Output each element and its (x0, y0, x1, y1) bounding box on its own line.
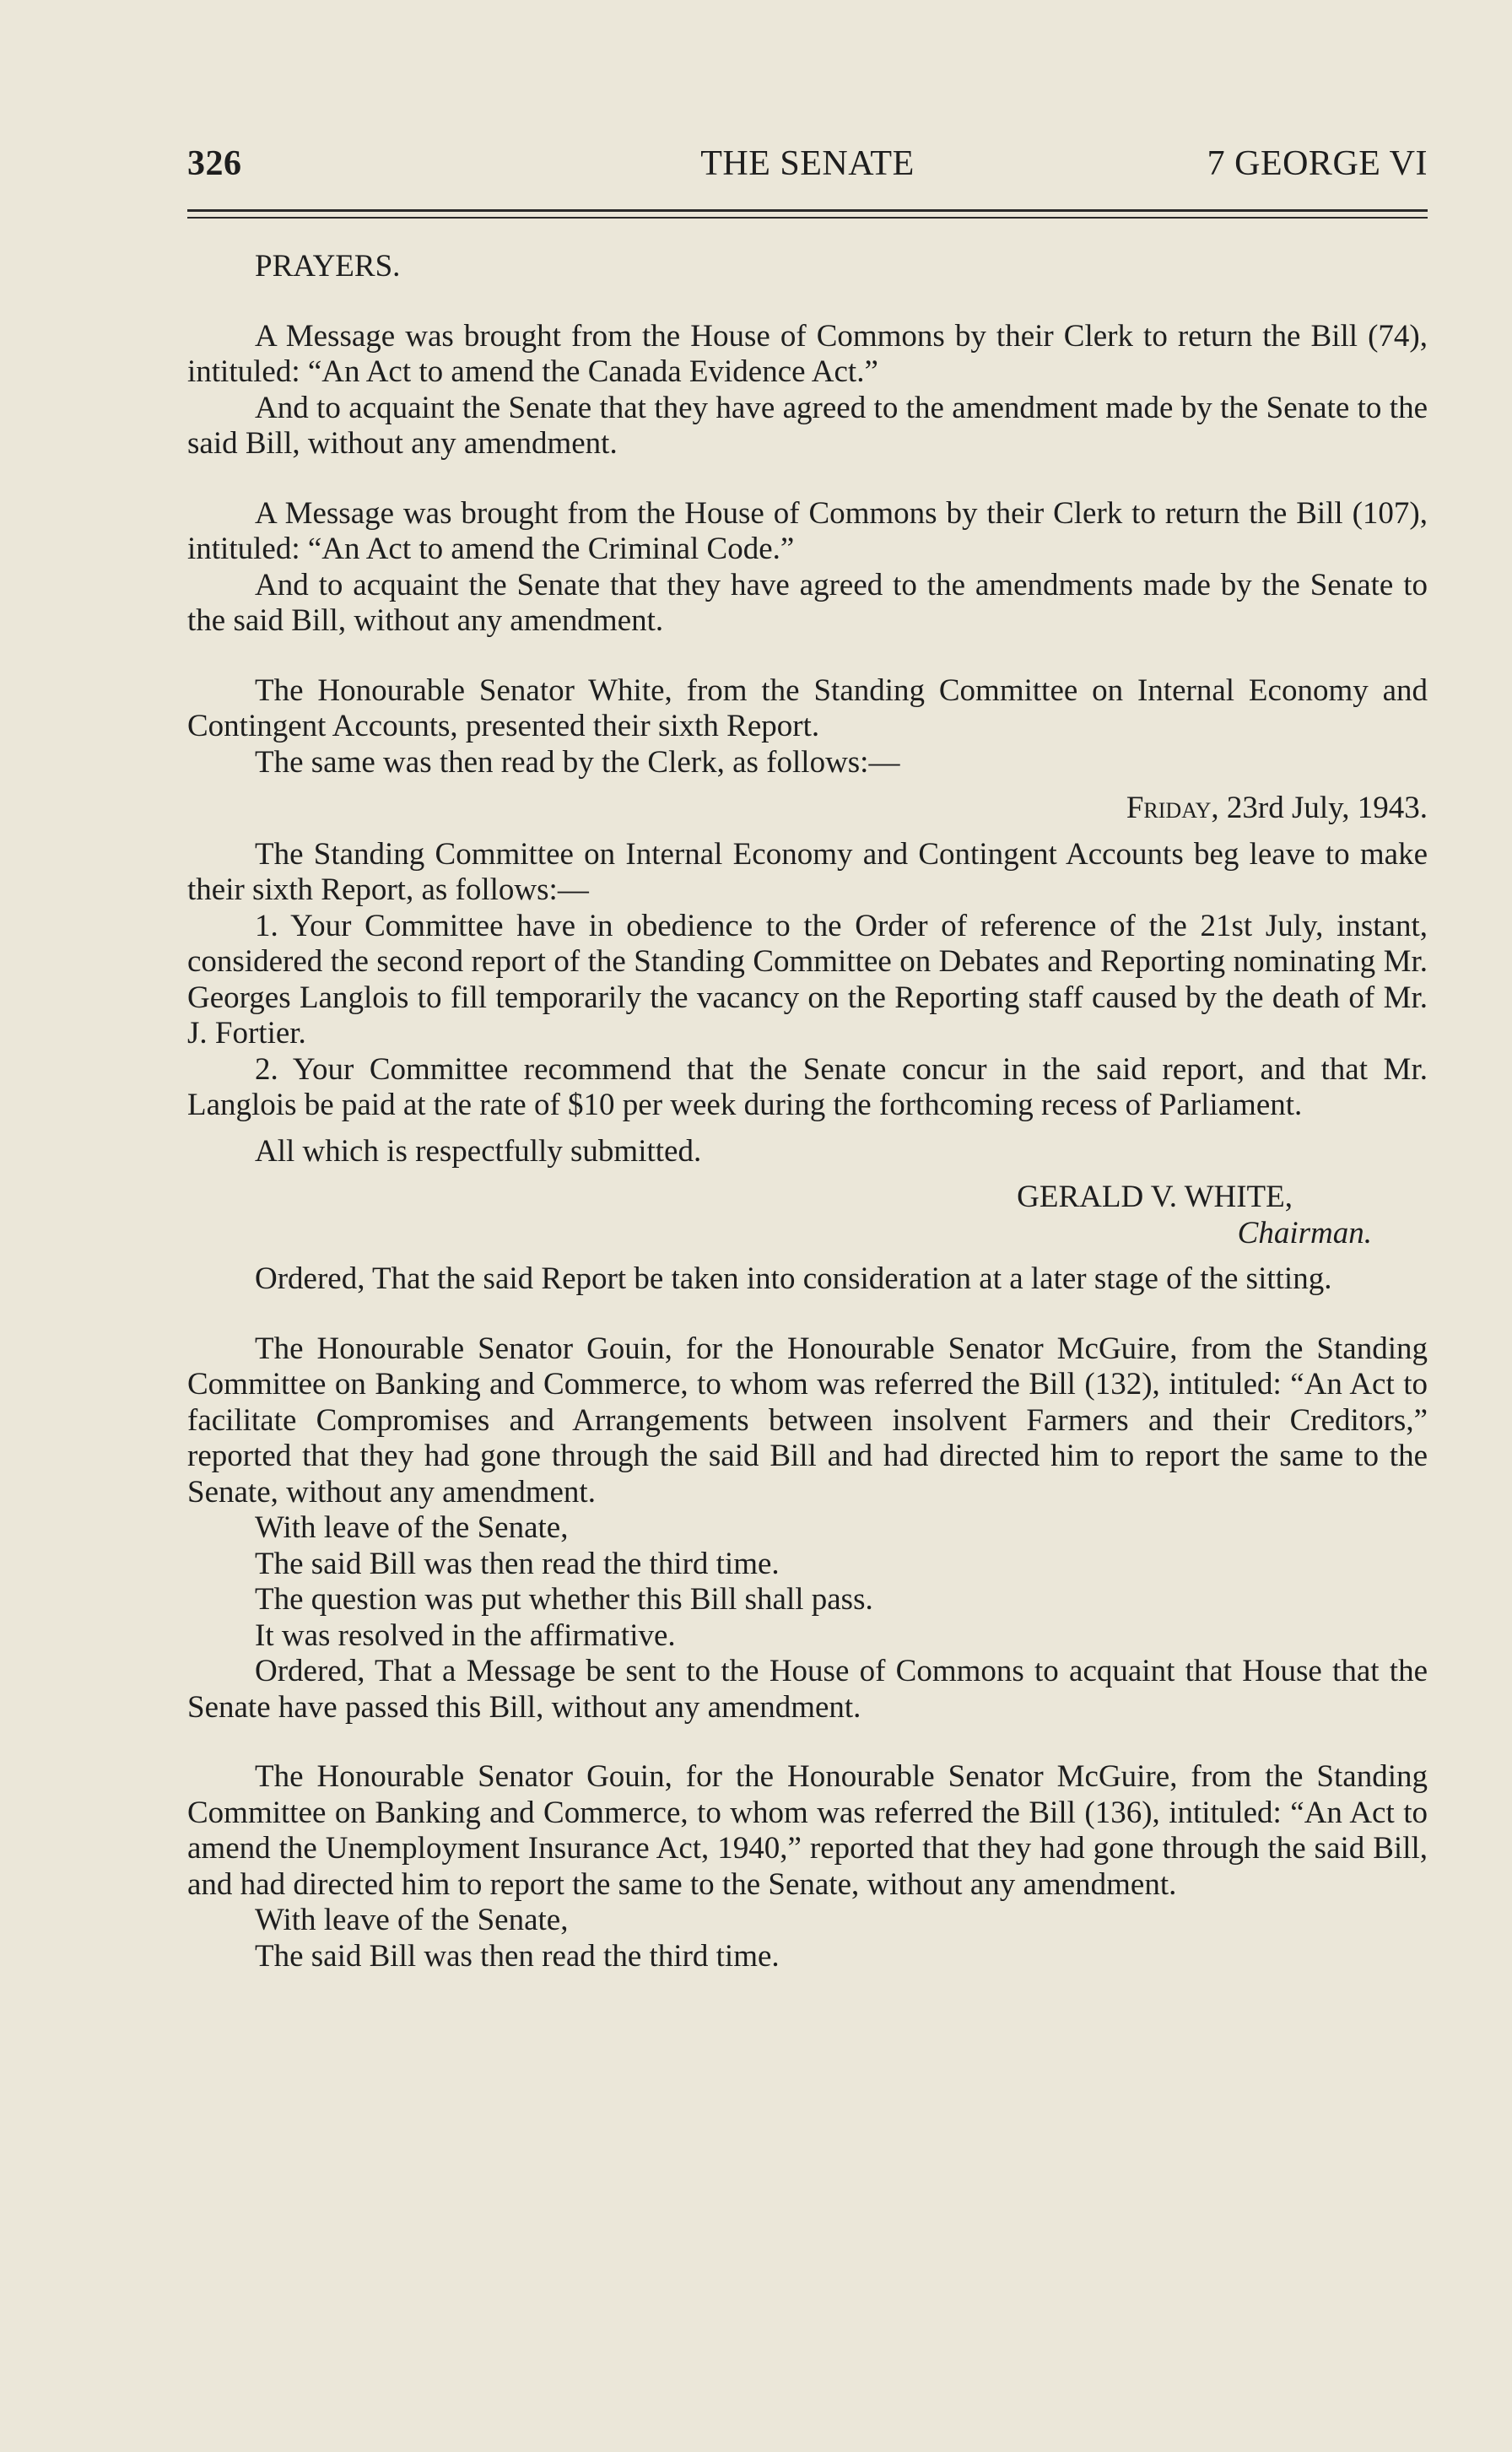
bill-132-third-reading: The said Bill was then read the third time. (255, 1546, 780, 1581)
page-body (187, 249, 1428, 1974)
page-number: 326 (187, 144, 242, 183)
bill-132-leave: With leave of the Senate, (255, 1510, 569, 1545)
report-intro: The Honourable Senator White, from the Standing Committee on Internal Economy and Contingent Accounts, presented their sixth Report. (187, 672, 1428, 743)
message-1-paragraph: A Message was brought from the House of Commons by their Clerk to return the Bill (74), intituled: “An Act to amend the Canada Evidence Act.” (187, 318, 1428, 389)
report-ordered: Ordered, That the said Report be taken into consideration at a later stage of the sitting. (255, 1261, 1332, 1296)
regnal-year: 7 GEORGE VI (1207, 144, 1428, 183)
bill-132-resolved: It was resolved in the affirmative. (255, 1618, 676, 1653)
report-item-1: 1. Your Committee have in obedience to the Order of reference of the 21st July, instant, considered the second report of the Standing Committee on Debates and Reporting nominating Mr. Georges Langlois to fill temporarily the vacancy on the Reporting staff caused by the death of Mr. J. Fortier. (187, 908, 1428, 1050)
header-double-rule (187, 209, 1428, 219)
report-closing: All which is respectfully submitted. (255, 1133, 702, 1169)
report-date-rest: , 23rd July, 1943. (1211, 791, 1428, 825)
page-header (187, 143, 1428, 187)
report-lead: The Standing Committee on Internal Economy and Contingent Accounts beg leave to make their sixth Report, as follows:— (187, 836, 1428, 907)
running-title: THE SENATE (700, 144, 915, 183)
report-date-day: Friday (1126, 791, 1212, 825)
section-heading: PRAYERS. (255, 249, 401, 284)
message-2-paragraph: A Message was brought from the House of Commons by their Clerk to return the Bill (107), intituled: “An Act to amend the Criminal Code.” (187, 495, 1428, 566)
report-date (187, 791, 1428, 827)
report-read: The same was then read by the Clerk, as follows:— (255, 744, 900, 780)
bill-136-report: The Honourable Senator Gouin, for the Honourable Senator McGuire, from the Standing Committee on Banking and Commerce, to whom was referred the Bill (136), intituled: “An Act to amend the Unemployment Insurance Act, 1940,” reported that they had gone through the said Bill, and had directed him to report the same to the Senate, without any amendment. (187, 1759, 1428, 1902)
message-2-acquaint: And to acquaint the Senate that they have agreed to the amendments made by the Senate to the said Bill, without any amendment. (187, 567, 1428, 638)
report-item-2: 2. Your Committee recommend that the Senate concur in the said report, and that Mr. Langlois be paid at the rate of $10 per week during the forthcoming recess of Parliament. (187, 1051, 1428, 1122)
bill-136-third-reading: The said Bill was then read the third time. (255, 1938, 780, 1974)
bill-132-question: The question was put whether this Bill shall pass. (255, 1582, 873, 1617)
message-1-acquaint: And to acquaint the Senate that they have agreed to the amendment made by the Senate to the said Bill, without any amendment. (187, 390, 1428, 461)
bill-136-leave: With leave of the Senate, (255, 1903, 569, 1937)
bill-132-report: The Honourable Senator Gouin, for the Honourable Senator McGuire, from the Standing Committee on Banking and Commerce, to whom was referred the Bill (132), intituled: “An Act to facilitate Compromises and Arrangements between insolvent Farmers and their Creditors,” reported that they had gone through the said Bill and had directed him to report the same to the Senate, without any amendment. (187, 1331, 1428, 1510)
journal-page (187, 143, 1428, 1974)
bill-132-ordered: Ordered, That a Message be sent to the House of Commons to acquaint that House that the Senate have passed this Bill, without any amendment. (187, 1654, 1428, 1725)
report-signature: GERALD V. WHITE, (1017, 1180, 1293, 1214)
report-signature-title: Chairman. (1237, 1215, 1372, 1250)
